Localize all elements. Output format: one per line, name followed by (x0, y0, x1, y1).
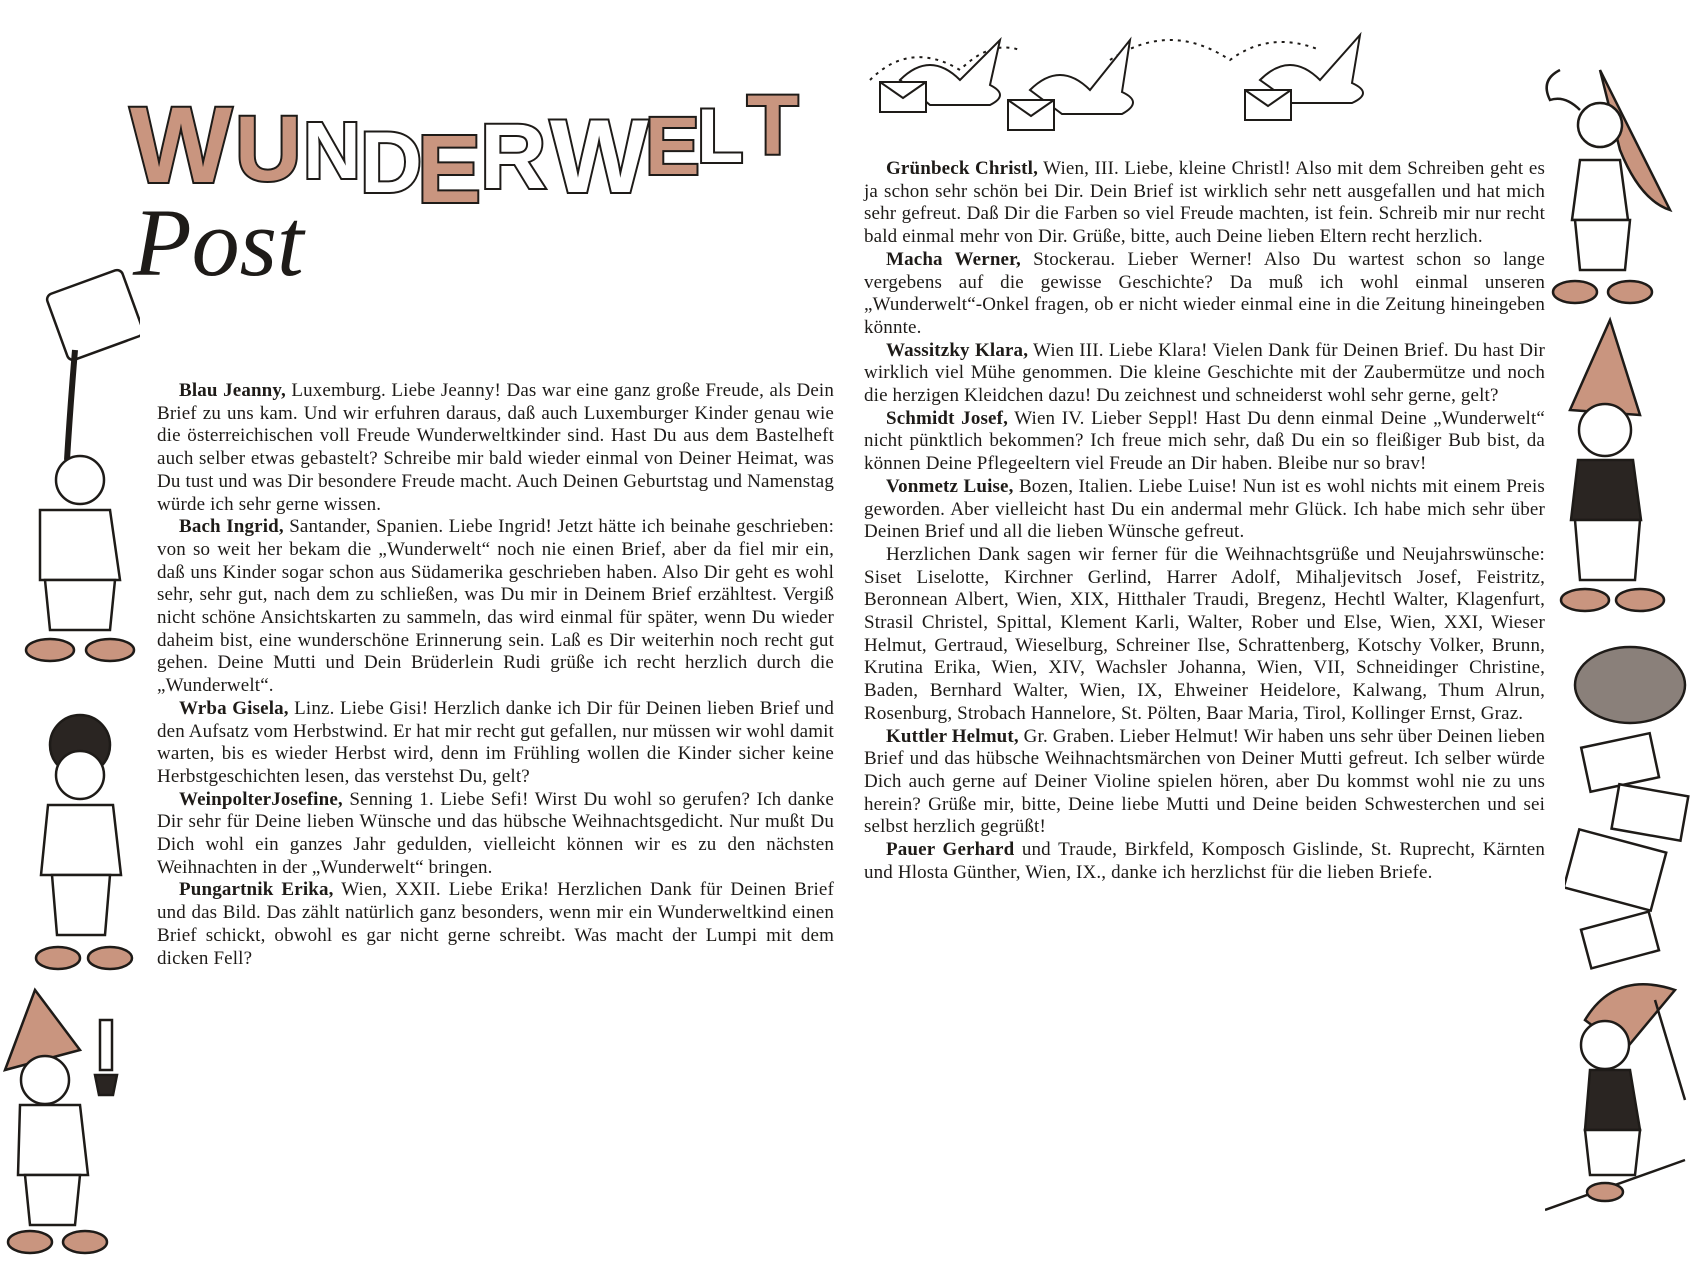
gnome-skiing-illustration (1545, 960, 1695, 1230)
letter-reply (864, 476, 1545, 544)
letter-reply (864, 249, 1545, 340)
correspondent-name: Vonmetz Luise, (886, 475, 1014, 497)
letter-reply (157, 789, 834, 880)
letters-column-left (157, 380, 834, 970)
letter-reply (157, 516, 834, 698)
title-letter: T (747, 78, 799, 172)
gnome-surprised-illustration (1540, 310, 1680, 630)
letter-reply (864, 158, 1545, 249)
title-letter: R (480, 106, 547, 208)
masthead (125, 70, 855, 300)
reply-text: Stockerau. Lieber Werner! Also Du wartest schon so lange vergebens auf die gewisse Geschichte? Da muß ich wohl einmal unseren „Wunderwelt“-Onkel fragen, ob er nicht wieder einmal eine in die Zeitung hineingeben könnte. (864, 248, 1545, 338)
mailbag-with-letters-illustration (1565, 640, 1695, 980)
reply-text: Linz. Liebe Gisi! Herzlich danke ich Dir für Deinen lieben Brief und den Aufsatz vom Herbstwind. Er hat mir recht gut gefallen, nur müssen wir wohl damit warten, bis es wieder Herbst wird, denn im Frühling wollen die Kinder sicher keine Herbstgeschichten lesen, das verstehst Du, gelt? (157, 697, 835, 787)
reply-text: Wien IV. Lieber Seppl! Hast Du denn einmal Deine „Wunderwelt“ nicht pünktlich bekommen? Ich freue mich sehr, daß Du ein so fleißiger Bub bist, da können Deine Pflegeeltern viel Freude an Dir haben. Bleibe nur so brav! (864, 407, 1545, 475)
correspondent-name: Macha Werner, (886, 248, 1021, 270)
title-letter: L (697, 94, 744, 179)
letter-reply (864, 544, 1545, 726)
correspondent-name: Schmidt Josef, (886, 407, 1008, 429)
reply-text: und Traude, Birkfeld, Komposch Gislinde, St. Ruprecht, Kärnten und Hlosta Günther, Wien, IX., danke ich herzlichst für die lieben Briefe. (864, 839, 1545, 883)
reply-text: Bozen, Italien. Liebe Luise! Nun ist es wohl nichts mit einem Preis geworden. Aber vielleicht hast Du ein andermal mehr Glück. Ich habe mich sehr über Deinen Brief und all die lieben Wünsche gefreut. (864, 475, 1545, 543)
gnome-crying-illustration (20, 690, 140, 980)
masthead-subtitle: Post (133, 189, 304, 296)
birds-with-letters-illustration (860, 20, 1450, 140)
title-letter: W (550, 99, 649, 215)
reply-text: Wien, XXII. Liebe Erika! Herzlichen Dank für Deinen Brief und das Bild. Das zählt natürlich ganz besonders, wenn mir ein Wunderweltkind einen Brief schickt, obwohl es gar nicht gerne schreibt. Was macht der Lumpi mit dem dicken Fell? (157, 879, 834, 969)
reply-text: Luxemburg. Liebe Jeanny! Das war eine ganz große Freude, als Dein Brief zu uns kam. Und wir erfuhren daraus, daß auch Luxemburger Kinder genau wie die österreichischen voll Freude Wunderweltkinder sind. Hast Du aus dem Bastelheft auch selber etwas gebastelt? Schreibe mir bald wieder einmal von Deiner Heimat, was Du tust und was Dir besondere Freude macht. Auch Deinen Geburtstag und Namenstag würde ich sehr gerne wissen. (157, 380, 834, 515)
title-letter: E (417, 116, 482, 223)
letter-reply (864, 408, 1545, 476)
title-letter: N (303, 106, 361, 195)
correspondent-name: Wassitzky Klara, (886, 339, 1029, 361)
gnome-candle-illustration (0, 980, 140, 1260)
letter-reply (157, 380, 834, 516)
letter-reply (157, 879, 834, 970)
correspondent-name: Pauer Gerhard (886, 839, 1015, 861)
letters-column-right (864, 158, 1545, 885)
reply-text: Wien III. Liebe Klara! Vielen Dank für Deinen Brief. Du hast Dir wirklich viel Mühe genommen. Die kleine Geschichte mit der Zaubermütze und noch die herzigen Kleidchen dazu! Du zeichnest und schneiderst wohl sehr gerne, gelt? (864, 339, 1545, 407)
letter-reply (864, 340, 1545, 408)
reply-text: Gr. Graben. Lieber Helmut! Wir haben uns sehr über Deinen lieben Brief und das hübsche Weihnachtsmärchen von Deiner Mutti gefreut. Ich selber würde Dich auch gerne auf Deiner Violine spielen hören, aber Du kommst wohl nie zu uns herein? Grüße mir, bitte, Deine liebe Mutti und Deine beiden Schwesterchen und sei selbst herzlich gegrüßt! (864, 725, 1545, 838)
title-letter: D (360, 115, 423, 211)
correspondent-name: Wrba Gisela, (179, 697, 289, 719)
letter-reply (864, 839, 1545, 884)
letter-reply (864, 726, 1545, 840)
correspondent-name: Blau Jeanny, (179, 380, 286, 401)
correspondent-name: Pungartnik Erika, (179, 879, 334, 901)
correspondent-name: Kuttler Helmut, (886, 725, 1019, 747)
reply-text: Wien, III. Liebe, kleine Christl! Also mit dem Schreiben geht es ja schon sehr schön bei Dir. Dein Brief ist wirklich sehr nett ausgefallen und hat mich sehr gefreut. Daß Dir die Farben so viel Freude machten, ist fein. Schreib mir nur recht bald einmal mehr von Dir. Grüße, bitte, auch Deine lieben Eltern recht herzlich. (864, 158, 1545, 248)
reply-text: Senning 1. Liebe Sefi! Wirst Du wohl so gerufen? Ich danke Dir sehr für Deine lieben Wünsche und das hübsche Weihnachtsgedicht. Nur mußt Du Dich wohl ein ganzes Jahr gedulden, vielleicht können wir es zu den nächsten Weihnachten in der „Wunderwelt“ bringen. (157, 788, 834, 878)
correspondent-name: WeinpolterJosefine, (179, 788, 343, 810)
correspondent-name: Grünbeck Christl, (886, 158, 1038, 179)
title-letter: E (645, 101, 700, 192)
masthead-logo (125, 70, 855, 300)
title-letter: U (235, 98, 302, 200)
reply-text: Herzlichen Dank sagen wir ferner für die Weihnachtsgrüße und Neujahrswünsche: Siset Liselotte, Kirchner Gerlind, Harrer Adolf, Mihaljevitsch Josef, Feistritz, Beronnean Albert, Wien, XIX, Hitthaler Traudi, Bregenz, Hechtl Walter, Klagenfurt, Strasil Christel, Spittal, Klement Karli, Walter, Rober und Else, Wien, XXI, Wieser Helmut, Gertraud, Wieselburg, Schreiner Ilse, Schrattenberg, Kotschy Volker, Brunn, Krutina Erika, Wien, XIV, Wachsler Johanna, Wien, VII, Schneidinger Christine, Baden, Bernhard Walter, Wien, IX, Ehweiner Heidelore, Kalwang, Thum Alrun, Rosenburg, Strobach Hannelore, St. Pölten, Baar Maria, Tirol, Kollinger Ernst, Graz. (864, 543, 1545, 724)
reply-text: Santander, Spanien. Liebe Ingrid! Jetzt hätte ich beinahe geschrieben: von so weit her bekam die „Wunderwelt“ noch nie einen Brief, aber da fiel mir ein, daß uns Kinder sogar schon aus Südamerika geschrieben haben. Also Dir geht es wohl sehr, sehr gut, nach dem zu schließen, was Du mir in Deinem Brief erzähltest. Vergiß nicht schöne Ansichtskarten zu sammeln, das wird einmal für später, wenn Du wieder daheim bist, eine wunderschöne Erinnerung sein. Laß es Dir weiterhin noch recht gut gehen. Deine Mutti und Dein Brüderlein Rudi grüße ich recht herzlich durch die „Wunderwelt“. (157, 516, 834, 697)
letter-reply (157, 698, 834, 789)
title-letter: W (130, 84, 232, 205)
ink-bottle-gnome-illustration (10, 265, 140, 665)
correspondent-name: Bach Ingrid, (179, 516, 284, 538)
gnome-horn-illustration (1530, 30, 1680, 315)
